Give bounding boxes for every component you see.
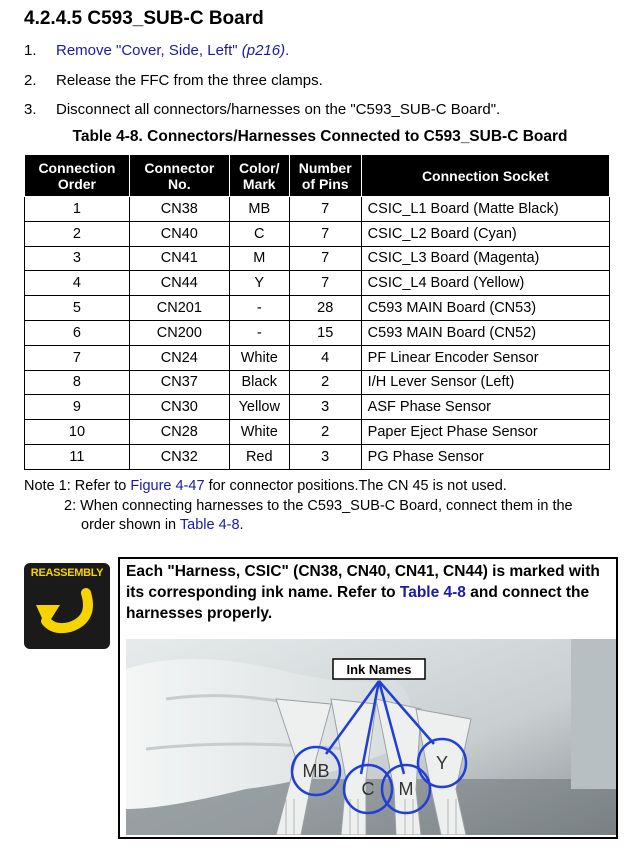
cell-color: -	[229, 296, 289, 321]
cell-connector: CN28	[129, 420, 229, 445]
table-link[interactable]: Table 4-8	[399, 584, 466, 601]
step-1	[24, 42, 289, 59]
cell-order: 6	[25, 320, 130, 345]
table-row	[25, 345, 610, 370]
reassembly-label: REASSEMBLY	[30, 567, 104, 579]
note-text: Note 1: Refer to	[24, 478, 131, 494]
cell-connector: CN24	[129, 345, 229, 370]
step-number: 1.	[24, 42, 37, 59]
table-row	[25, 320, 610, 345]
cell-socket: Paper Eject Phase Sensor	[361, 420, 609, 445]
connector-table	[24, 154, 610, 470]
return-arrow-icon	[24, 563, 110, 649]
note-1	[24, 477, 507, 496]
cell-connector: CN41	[129, 246, 229, 271]
section-heading: 4.2.4.5 C593_SUB-C Board	[24, 8, 264, 29]
harness-photo	[126, 639, 616, 835]
table-row	[25, 221, 610, 246]
reassembly-badge	[24, 563, 110, 649]
cell-order: 11	[25, 444, 130, 469]
cell-connector: CN30	[129, 395, 229, 420]
cell-socket: I/H Lever Sensor (Left)	[361, 370, 609, 395]
table-link[interactable]: Table 4-8	[179, 517, 240, 533]
table-row	[25, 246, 610, 271]
cell-socket: PG Phase Sensor	[361, 444, 609, 469]
table-row	[25, 420, 610, 445]
header-connection-socket: Connection Socket	[361, 155, 609, 197]
header-number-of-pins: Number of Pins	[289, 155, 361, 197]
step-end: .	[285, 42, 290, 59]
cell-connector: CN40	[129, 221, 229, 246]
ink-mark-c: C	[361, 779, 375, 799]
harness-photo-illustration	[126, 639, 616, 835]
note-2	[64, 497, 573, 535]
reassembly-note-box	[118, 557, 618, 839]
ink-names-callout: Ink Names	[346, 662, 412, 677]
cell-color: Red	[229, 444, 289, 469]
reassembly-text: Each "Harness, CSIC" (CN38, CN40, CN41, CN44) is marked with its corresponding ink name. Refer to Table 4-8 and connect the harnesses properly.	[126, 563, 600, 622]
cell-pins: 15	[289, 320, 361, 345]
cell-socket: ASF Phase Sensor	[361, 395, 609, 420]
cell-pins: 7	[289, 197, 361, 222]
cell-pins: 7	[289, 221, 361, 246]
table-row	[25, 296, 610, 321]
cell-pins: 4	[289, 345, 361, 370]
step-link[interactable]: Remove "Cover, Side, Left"	[56, 42, 238, 59]
cell-color: M	[229, 246, 289, 271]
page-ref-link[interactable]: (p216)	[241, 42, 286, 59]
header-connection-order: Connection Order	[25, 155, 130, 197]
cell-socket: PF Linear Encoder Sensor	[361, 345, 609, 370]
cell-pins: 2	[289, 420, 361, 445]
cell-order: 2	[25, 221, 130, 246]
table-row	[25, 370, 610, 395]
cell-color: MB	[229, 197, 289, 222]
cell-socket: C593 MAIN Board (CN53)	[361, 296, 609, 321]
cell-order: 7	[25, 345, 130, 370]
note-text: for connector positions.The CN 45 is not used.	[204, 478, 507, 494]
note-text: .	[239, 517, 244, 533]
cell-order: 1	[25, 197, 130, 222]
figure-link[interactable]: Figure 4-47	[130, 478, 205, 494]
step-2	[24, 72, 323, 89]
cell-color: Y	[229, 271, 289, 296]
ink-mark-mb: MB	[302, 761, 330, 781]
table-row	[25, 197, 610, 222]
cell-pins: 7	[289, 271, 361, 296]
step-text: Release the FFC from the three clamps.	[56, 72, 323, 89]
note-text: 2: When connecting harnesses to the C593_SUB-C Board, connect them in the	[64, 498, 573, 514]
cell-connector: CN44	[129, 271, 229, 296]
cell-connector: CN38	[129, 197, 229, 222]
table-header-row	[25, 155, 610, 197]
step-text: Disconnect all connectors/harnesses on the "C593_SUB-C Board".	[56, 101, 501, 118]
cell-pins: 2	[289, 370, 361, 395]
note-text: order shown in	[81, 517, 180, 533]
cell-color: White	[229, 420, 289, 445]
cell-order: 5	[25, 296, 130, 321]
step-number: 2.	[24, 72, 37, 89]
table-row	[25, 395, 610, 420]
table-caption: Table 4-8. Connectors/Harnesses Connected to C593_SUB-C Board	[72, 128, 568, 145]
cell-pins: 3	[289, 444, 361, 469]
cell-color: C	[229, 221, 289, 246]
cell-color: -	[229, 320, 289, 345]
cell-connector: CN32	[129, 444, 229, 469]
header-connector-no: Connector No.	[129, 155, 229, 197]
cell-pins: 3	[289, 395, 361, 420]
cell-pins: 7	[289, 246, 361, 271]
header-color-mark: Color/ Mark	[229, 155, 289, 197]
cell-connector: CN201	[129, 296, 229, 321]
cell-order: 4	[25, 271, 130, 296]
cell-socket: CSIC_L1 Board (Matte Black)	[361, 197, 609, 222]
cell-order: 3	[25, 246, 130, 271]
ink-mark-y: Y	[435, 753, 449, 773]
cell-color: Yellow	[229, 395, 289, 420]
cell-socket: CSIC_L4 Board (Yellow)	[361, 271, 609, 296]
cell-pins: 28	[289, 296, 361, 321]
table-row	[25, 271, 610, 296]
cell-socket: CSIC_L2 Board (Cyan)	[361, 221, 609, 246]
ink-mark-m: M	[398, 779, 414, 799]
cell-socket: C593 MAIN Board (CN52)	[361, 320, 609, 345]
cell-connector: CN200	[129, 320, 229, 345]
cell-color: White	[229, 345, 289, 370]
cell-order: 10	[25, 420, 130, 445]
cell-order: 9	[25, 395, 130, 420]
cell-connector: CN37	[129, 370, 229, 395]
step-3	[24, 101, 500, 118]
table-row	[25, 444, 610, 469]
cell-color: Black	[229, 370, 289, 395]
cell-order: 8	[25, 370, 130, 395]
step-number: 3.	[24, 101, 37, 118]
cell-socket: CSIC_L3 Board (Magenta)	[361, 246, 609, 271]
